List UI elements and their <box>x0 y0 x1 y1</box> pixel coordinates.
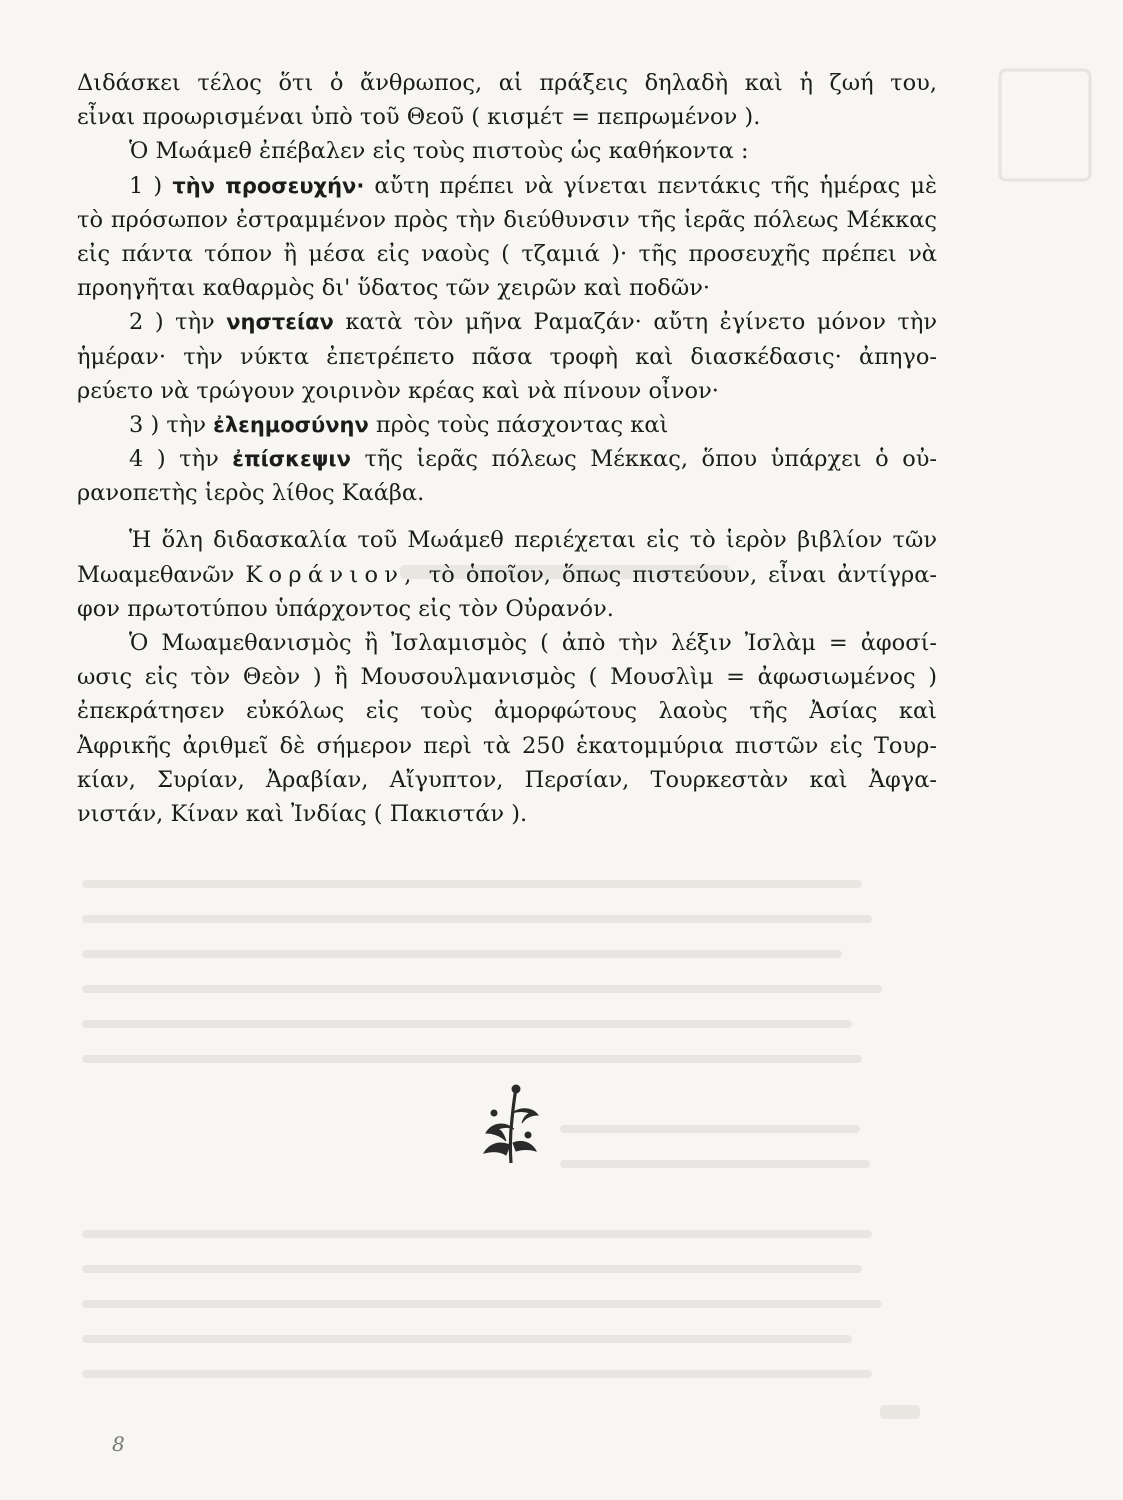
paragraph-3-line-2 <box>77 558 937 592</box>
duty-1-keyword: τὴν προσευχήν· <box>172 173 365 198</box>
duty-1-line-3: εἰς πάντα τόπον ἢ μέσα εἰς ναοὺς ( τζαμιά )· τῆς προσευχῆς πρέπει νὰ <box>77 240 937 267</box>
duty-3-first-line <box>77 408 937 442</box>
duty-1-line-4: προηγῆται καθαρμὸς δι' ὕδατος τῶν χειρῶν καὶ ποδῶν· <box>77 275 711 302</box>
paragraph-3-text-after: τὸ ὁποῖον, ὅπως πιστεύουν, εἶναι ἀντίγρα- <box>428 561 937 588</box>
duty-2-line-2: ἡμέραν· τὴν νύκτα ἐπετρέπετο πᾶσα τροφὴ καὶ διασκέδασις· ἀπηγο- <box>77 343 937 370</box>
duty-2-line-3: ρεύετο νὰ τρώγουν χοιρινὸν κρέας καὶ νὰ πίνουν οἶνον· <box>77 377 719 404</box>
paragraph-2-line-1: Ὁ Μωάμεθ ἐπέβαλεν εἰς τοὺς πιστοὺς ὡς καθήκοντα : <box>129 138 749 165</box>
duty-2-text: κατὰ τὸν μῆνα Ραμαζάν· αὔτη ἐγίνετο μόνον τὴν <box>345 309 938 336</box>
duty-2-first-line <box>77 305 937 339</box>
paragraph-4-line-2: ωσις εἰς τὸν Θεὸν ) ἢ Μουσουλμανισμὸς ( Μουσλὶμ = ἀφωσιωμένος ) <box>77 664 937 691</box>
duty-4-text: τῆς ἱερᾶς πόλεως Μέκκας, ὅπου ὑπάρχει ὁ οὐ- <box>364 446 938 473</box>
duty-4-line-2: ρανοπετὴς ἱερὸς λίθος Καάβα. <box>77 480 425 507</box>
duty-1-line-2: τὸ πρόσωπον ἐστραμμένον πρὸς τὴν διεύθυνσιν τῆς ἱερᾶς πόλεως Μέκκας <box>77 206 937 233</box>
page-number: 8 <box>112 1432 125 1456</box>
duty-2-number: 2 ) <box>129 309 164 336</box>
paragraph-1-line-2: εἶναι προωρισμέναι ὑπὸ τοῦ Θεοῦ ( κισμέτ = πεπρωμένον ). <box>77 104 761 131</box>
duty-1-number: 1 ) <box>129 172 163 199</box>
duty-3-number: 3 ) <box>129 411 160 438</box>
duty-4-number: 4 ) <box>129 446 166 473</box>
paragraph-4-line-4: Ἀφρικῆς ἀριθμεῖ δὲ σήμερον περὶ τὰ 250 ἑκατομμύρια πιστῶν εἰς Τουρ- <box>77 732 937 759</box>
duty-3-text: πρὸς τοὺς πάσχοντας καὶ <box>375 411 669 438</box>
paragraph-3-line-3: φον πρωτοτύπου ὑπάρχοντος εἰς τὸν Οὐρανόν. <box>77 595 614 622</box>
duty-2-keyword: νηστείαν <box>226 310 334 335</box>
paragraph-4-line-1: Ὁ Μωαμεθανισμὸς ἢ Ἰσλαμισμὸς ( ἀπὸ τὴν λέξιν Ἰσλὰμ = ἀφοσί- <box>129 630 937 656</box>
duty-1-first-line <box>77 169 937 203</box>
floral-ornament-icon <box>480 1083 542 1165</box>
koran-word: Κοράνιον, <box>245 561 418 588</box>
duty-4-article: τὴν <box>179 446 219 473</box>
duty-4-keyword: ἐπίσκεψιν <box>232 447 351 472</box>
duty-3-keyword: ἐλεημοσύνην <box>213 412 369 437</box>
duty-4-first-line <box>77 442 937 476</box>
paragraph-4-line-6: νιστάν, Κίναν καὶ Ἰνδίας ( Πακιστάν ). <box>77 800 528 827</box>
paragraph-4-line-5: κίαν, Συρίαν, Ἀραβίαν, Αἴγυπτον, Περσίαν, Τουρκεστὰν καὶ Ἀφγα- <box>77 766 937 793</box>
paragraph-1-line-1: Διδάσκει τέλος ὅτι ὁ ἄνθρωπος, αἱ πράξεις δηλαδὴ καὶ ἡ ζωή του, <box>77 70 937 96</box>
duty-1-text: αὔτη πρέπει νὰ γίνεται πεντάκις τῆς ἡμέρας μὲ <box>374 172 938 199</box>
main-text <box>77 66 937 831</box>
paragraph-3-text-before: Μωαμεθανῶν <box>77 561 235 588</box>
duty-2-article: τὴν <box>175 309 215 336</box>
duty-3-article: τὴν <box>166 411 207 438</box>
paragraph-3-line-1: Ἡ ὅλη διδασκαλία τοῦ Μωάμεθ περιέχεται εἰς τὸ ἱερὸν βιβλίον τῶν <box>129 527 937 554</box>
paragraph-4-line-3: ἐπεκράτησεν εὐκόλως εἰς τοὺς ἀμορφώτους λαοὺς τῆς Ἀσίας καὶ <box>77 698 937 725</box>
